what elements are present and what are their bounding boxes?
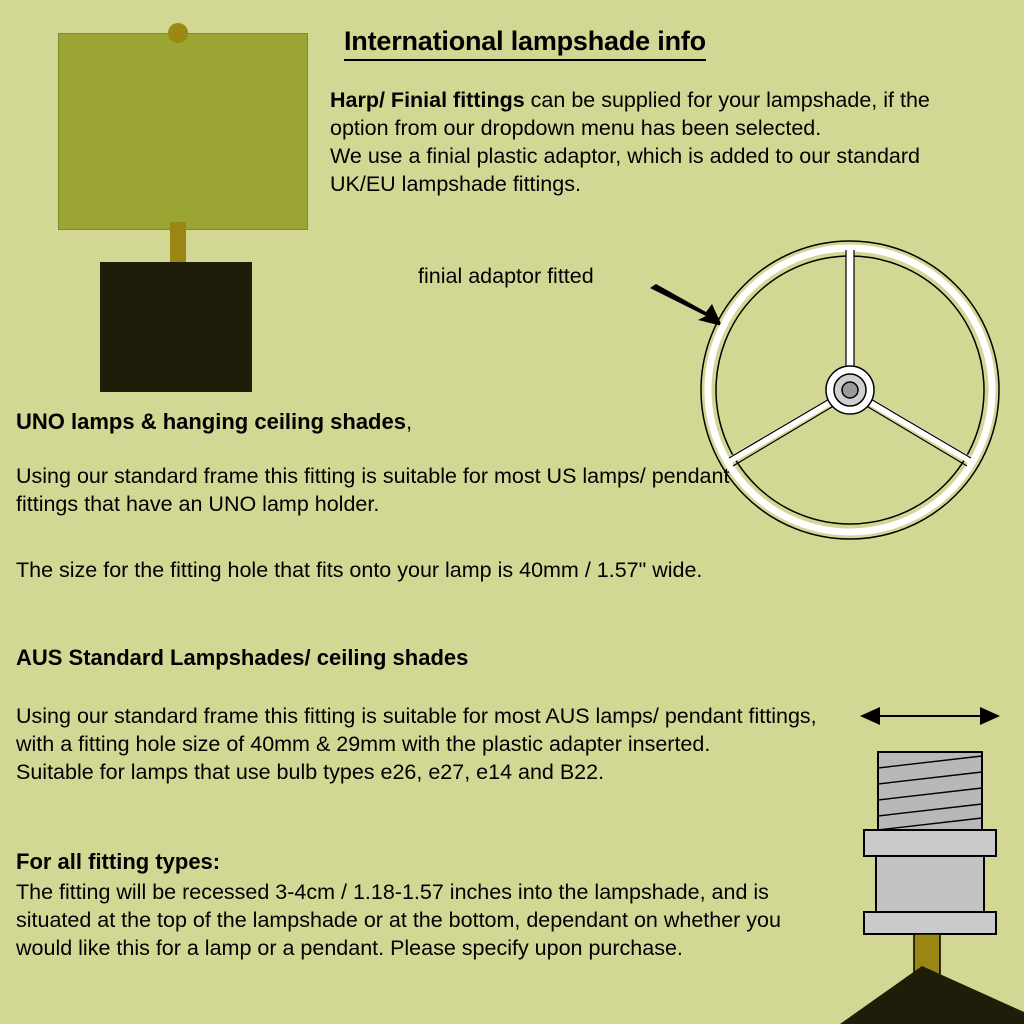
aus-paragraph-1-text: Using our standard frame this fitting is suitable for most AUS lamps/ pendant fittings, with a fitting hole size of 40mm & 29mm with the plastic adapter inserted.: [16, 704, 817, 756]
all-fittings-paragraph: The fitting will be recessed 3-4cm / 1.18-1.57 inches into the lampshade, and is situated at the top of the lampshade or at the bottom, dependant on whether you would like this for a lamp or a pendant. Please specify upon purchase.: [16, 880, 781, 960]
all-fittings-heading: For all fitting types:: [16, 849, 221, 874]
finial-knob-shape: [168, 23, 188, 43]
intro-line2: We use a finial plastic adaptor, which is added to our standard UK/EU lampshade fittings.: [330, 144, 921, 196]
uno-paragraph-2: The size for the fitting hole that fits onto your lamp is 40mm / 1.57" wide.: [16, 558, 703, 582]
page-title: International lampshade info: [344, 26, 706, 61]
finial-adaptor-label: finial adaptor fitted: [418, 264, 594, 288]
aus-section-heading: AUS Standard Lampshades/ ceiling shades: [16, 645, 469, 670]
aus-paragraph-2-text: Suitable for lamps that use bulb types e26, e27, e14 and B22.: [16, 760, 605, 784]
lamp-shade-shape: [58, 33, 308, 230]
bulb-holder-illustration: [836, 700, 1024, 1024]
aus-paragraph-1: [16, 702, 846, 786]
intro-rest: can be supplied for your lampshade, if the option from our dropdown menu has been selected.: [330, 88, 930, 140]
uno-section-heading: [16, 408, 412, 436]
intro-paragraph: [330, 86, 990, 198]
uno-heading-bold: UNO lamps & hanging ceiling shades: [16, 409, 406, 434]
lamp-base-shape: [100, 262, 252, 392]
intro-bold-lead: Harp/ Finial fittings: [330, 88, 525, 112]
uno-heading-tail: ,: [405, 409, 413, 434]
double-arrow-icon: [860, 707, 1000, 725]
uno-paragraph-1: Using our standard frame this fitting is suitable for most US lamps/ pendant fittings that have an UNO lamp holder.: [16, 464, 730, 516]
